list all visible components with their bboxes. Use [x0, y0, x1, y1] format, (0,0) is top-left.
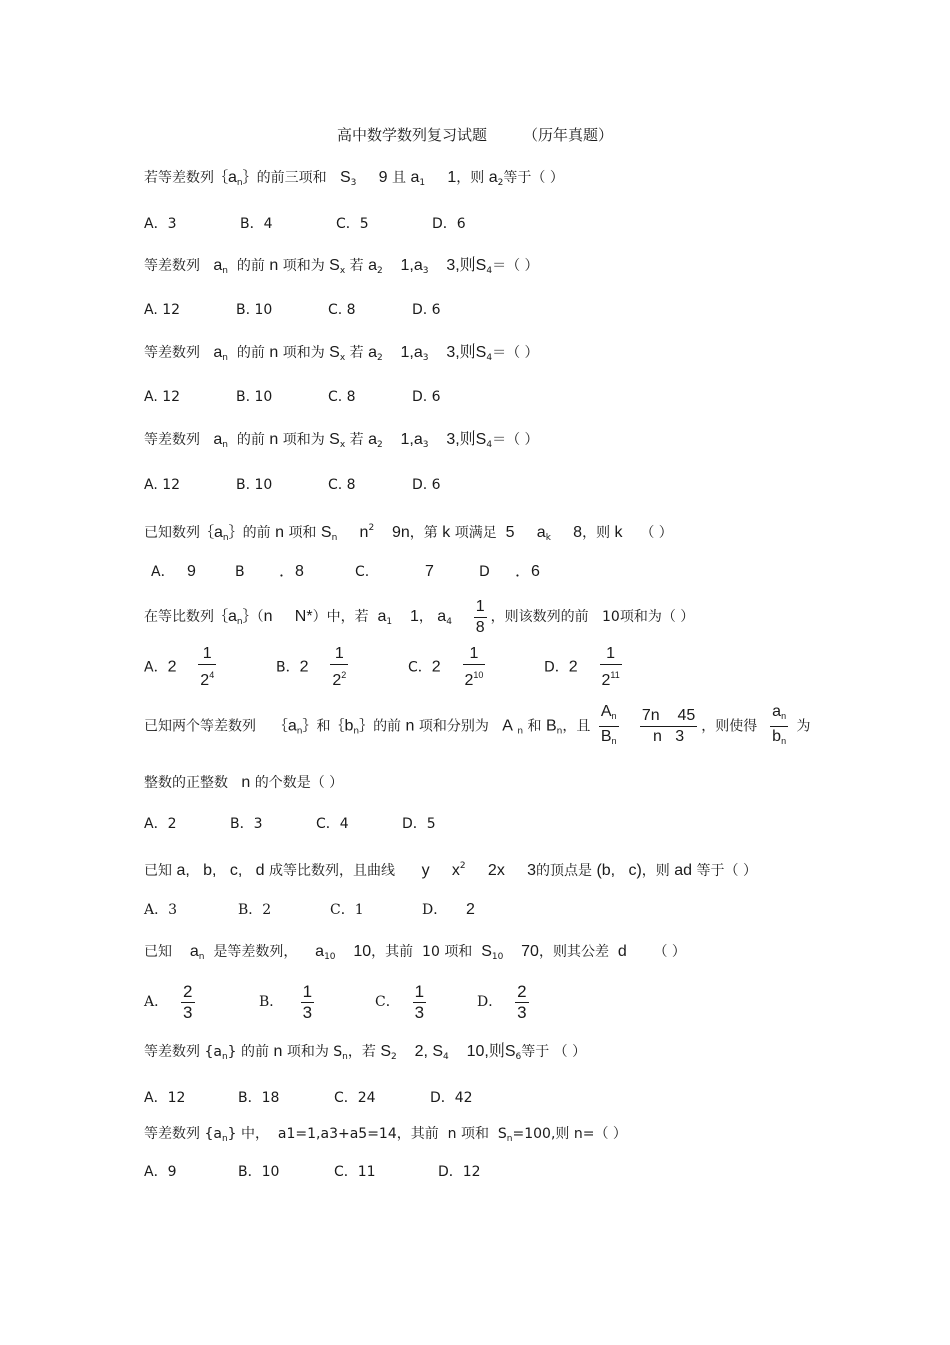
option-b-label: B	[235, 564, 245, 580]
option-b-value: ．8	[279, 563, 304, 580]
option-d-label: D	[479, 564, 490, 580]
question-11-options	[144, 1162, 481, 1182]
option-b: B．2 $\frac{1}{2^2}$	[276, 645, 347, 689]
question-9-options	[144, 980, 533, 1024]
title-sub: （历年真题）	[523, 126, 614, 144]
option-a: A． $\frac{2}{3}$	[144, 981, 193, 1022]
option-c: C. 8	[328, 389, 356, 405]
question-2-options	[144, 300, 441, 320]
question-4: 等差数列 $a_n$ 的前 n 项和为 $S_x$ 若 $a_2$ $1,a_3$ 3,则$S_4=$（ ）	[144, 431, 539, 450]
option-d: D． $\frac{2}{3}$	[477, 981, 527, 1022]
fraction: $\frac{1}{8}$	[475, 597, 485, 636]
page-title	[0, 124, 950, 145]
question-7: 已知两个等差数列 $\{a_n\}$和$\{b_n\}$的前 n 项和分别为 A $_n$ 和 $B_n$，且 $\frac{An}{Bn}$ $\frac{7n 45}{n 3}$ ，则使得 $\frac{an}{bn}$ 为	[144, 702, 811, 754]
option-a: A．2 $\frac{1}{2^4}$	[144, 645, 215, 689]
question-5-options	[151, 562, 540, 582]
option-c-value: 7	[425, 563, 434, 580]
question-5: 已知数列$\{a_n\}$的前 n 项和 $S_n$ $n^2$ 9n，第 k 项满足 5 $a_k$ 8，则 k （ ）	[144, 523, 673, 543]
option-d-value: ．6	[515, 563, 540, 580]
fraction: $\frac{an}{bn}$	[772, 703, 787, 746]
question-3: 等差数列 $a_n$ 的前 n 项和为 $S_x$ 若 $a_2$ $1,a_3$ 3,则$S_4=$（ ）	[144, 344, 539, 363]
question-8-options	[144, 900, 475, 920]
option-d-value: 2	[466, 901, 475, 918]
fraction: $\frac{An}{Bn}$	[600, 703, 617, 746]
question-2: 等差数列 $a_n$ 的前 n 项和为 $S_x$ 若 $a_2$ $1,a_3$ 3,则$S_4=$（ ）	[144, 257, 539, 276]
question-3-options	[144, 387, 441, 407]
option-d: D. 6	[412, 302, 441, 318]
option-d: D．5	[402, 816, 436, 832]
question-9: 已知 $a_n$ 是等差数列， $a_{10}$ 10，其前 10 项和 $S_{10}$ 70，则其公差 d （ ）	[144, 943, 686, 962]
option-b: B. 10	[236, 477, 273, 493]
option-c-label: C.	[355, 564, 370, 580]
option-c: C. 8	[328, 477, 356, 493]
option-b: B. 10	[236, 302, 273, 318]
title-main: 高中数学数列复习试题	[336, 126, 487, 144]
option-c: C．24	[334, 1090, 376, 1106]
fraction: $\frac{7n 45}{n 3}$	[641, 707, 696, 745]
option-c: C．11	[334, 1164, 376, 1180]
option-d: D．42	[430, 1090, 473, 1106]
question-6-options	[144, 644, 626, 691]
option-c: C. 8	[328, 302, 356, 318]
option-a: A. 12	[144, 477, 181, 493]
option-a: A. 12	[144, 302, 181, 318]
option-d: D．2 $\frac{1}{2^{11}}$	[544, 645, 620, 689]
question-7-options	[144, 814, 436, 834]
option-c: C．1	[330, 902, 364, 918]
option-b: B．10	[238, 1164, 280, 1180]
option-d: D．	[422, 902, 448, 918]
option-c: C． $\frac{1}{3}$	[375, 981, 425, 1022]
question-6: 在等比数列$\{a_n\}(n$ N*）中，若 $a_1$ 1， $a_4$ $\frac{1}{8}$ ，则该数列的前 10项和为（ ）	[144, 597, 695, 636]
option-d: D．12	[438, 1164, 481, 1180]
option-b: B. 10	[236, 389, 273, 405]
option-a: A．3	[144, 902, 178, 918]
question-4-options	[144, 475, 441, 495]
option-a: A．12	[144, 1090, 186, 1106]
option-b: B． $\frac{1}{3}$	[259, 981, 313, 1022]
option-a: A．2	[144, 816, 177, 832]
question-10-options	[144, 1088, 473, 1108]
option-a: A．9	[144, 1164, 177, 1180]
option-b: B．3	[230, 816, 263, 832]
option-a: A. 12	[144, 389, 181, 405]
option-a-label: A．	[151, 564, 175, 580]
question-10: 等差数列 $\{a_n\}$ 的前 n 项和为 $S_n$，若 $S_2$ 2, $S_4$ 10,则$S_6$等于 （ ）	[144, 1043, 587, 1062]
question-8: 已知 a, b, c, d 成等比数列，且曲线 y $x^2$ 2x 3的顶点是 (b, c)，则 ad 等于（ ）	[144, 861, 757, 879]
option-b: B．4	[240, 216, 273, 232]
option-b: B．2	[238, 902, 272, 918]
option-c: C．5	[336, 216, 369, 232]
option-a: A．3	[144, 216, 177, 232]
option-d: D. 6	[412, 389, 441, 405]
option-d: D．6	[432, 216, 466, 232]
option-c: C．2 $\frac{1}{2^{10}}$	[408, 645, 484, 689]
question-7-line-2: 整数的正整数 n 的个数是（ ）	[144, 774, 344, 791]
option-b: B．18	[238, 1090, 280, 1106]
option-d: D. 6	[412, 477, 441, 493]
option-c: C．4	[316, 816, 349, 832]
question-11: 等差数列 $\{a_n\}$ 中， a1=1,a3+a5=14，其前 n 项和 $S_n=100$,则 n=（ ）	[144, 1126, 627, 1144]
question-1: 若等差数列$\{a_n\}$的前三项和 $S_3$ 9 且 $a_1$ 1，则 $a_2$等于（ ）	[144, 169, 564, 188]
question-1-options	[144, 214, 466, 234]
option-a-value: 9	[187, 563, 196, 580]
